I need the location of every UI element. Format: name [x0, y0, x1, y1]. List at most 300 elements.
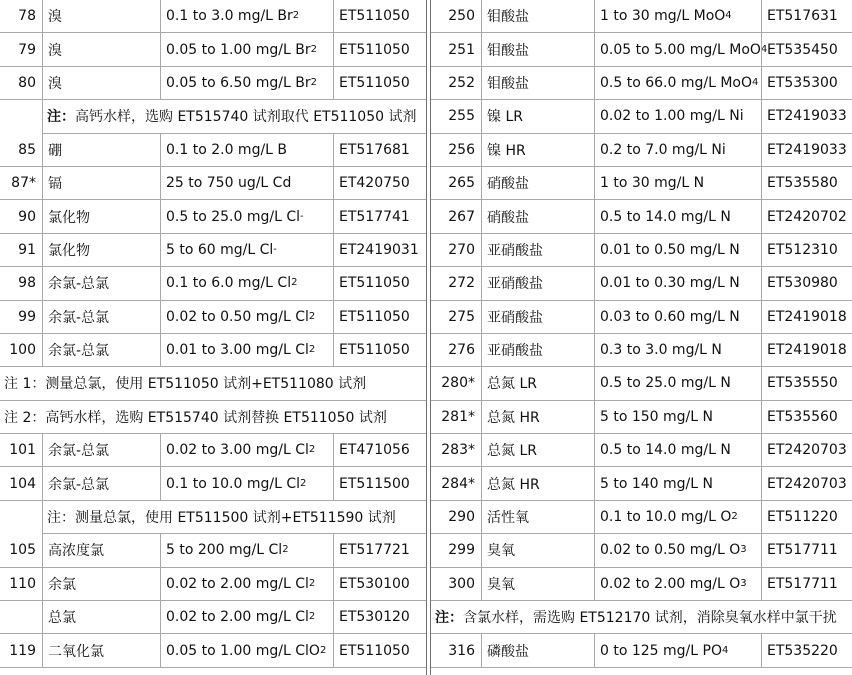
item-number-text: 265: [448, 175, 475, 192]
item-number-text: 252: [448, 74, 475, 91]
measure-range: [594, 200, 761, 233]
parameter-text: 总氮 LR: [487, 443, 537, 460]
measure-range: [594, 100, 761, 133]
reagent-code-text: ET511220: [767, 509, 838, 526]
table-row: [0, 301, 426, 334]
parameter-text: 钼酸盐: [487, 75, 529, 92]
reagent-code: [333, 134, 426, 167]
parameter-name: [481, 0, 594, 33]
parameter-name: [42, 568, 160, 601]
parameter-text: 硝酸盐: [487, 176, 529, 193]
measure-range: 0.02 to 0.50 mg/L Cl 2: [160, 301, 333, 334]
reagent-code-text: ET2419018: [767, 308, 847, 325]
reagent-code: [761, 367, 852, 400]
item-number-text: 119: [9, 642, 36, 659]
range-text: 0.02 to 0.50 mg/L O: [600, 542, 741, 559]
item-number-text: 267: [448, 208, 475, 225]
parameter-name: [42, 534, 160, 567]
measure-range: 0.1 to 6.0 mg/L Cl 2: [160, 267, 333, 300]
item-number: [431, 334, 481, 367]
parameter-name: [481, 467, 594, 500]
parameter-text: 臭氧: [487, 576, 515, 593]
table-row: [0, 134, 426, 167]
parameter-name: [42, 33, 160, 66]
item-number-text: 101: [9, 442, 36, 459]
item-number: [0, 267, 42, 300]
table-row: [431, 301, 852, 334]
table-row: [431, 367, 852, 400]
parameter-text: 活性氧: [487, 510, 529, 527]
measure-range: 0.1 to 3.0 mg/L Br 2: [160, 0, 333, 33]
reagent-code-text: ET530120: [339, 609, 410, 626]
item-number-text: 79: [18, 41, 36, 58]
item-number-text: 275: [448, 308, 475, 325]
measure-range: 0.02 to 2.00 mg/L O 3: [594, 568, 761, 601]
item-number: [0, 167, 42, 200]
parameter-text: 镍 LR: [487, 109, 523, 126]
item-number: [431, 401, 481, 434]
left-table: [0, 0, 426, 668]
reagent-code-text: ET517681: [339, 141, 410, 158]
measure-range: 0.02 to 0.50 mg/L O 3: [594, 534, 761, 567]
reagent-code-text: ET535450: [767, 41, 838, 58]
parameter-text: 亚硝酸盐: [487, 309, 543, 326]
range-text: 5 to 60 mg/L Cl: [166, 241, 274, 258]
range-text: 0.01 to 3.00 mg/L Cl: [166, 342, 309, 359]
parameter-name: [42, 67, 160, 100]
measure-range: 0.01 to 3.00 mg/L Cl 2: [160, 334, 333, 367]
measure-range: [594, 234, 761, 267]
item-number: [431, 301, 481, 334]
table-row: [0, 334, 426, 367]
item-number: [431, 100, 481, 133]
reagent-code-text: ET2419033: [767, 141, 847, 158]
parameter-text: 余氯: [48, 576, 76, 593]
parameter-text: 氯化物: [48, 209, 90, 226]
table-row: [0, 200, 426, 233]
range-text: 0.05 to 6.50 mg/L Br: [166, 74, 311, 91]
parameter-name: [481, 67, 594, 100]
parameter-text: 溴: [48, 75, 62, 92]
reagent-code: [761, 568, 852, 601]
parameter-text: 总氯: [48, 610, 76, 627]
measure-range: [160, 134, 333, 167]
measure-range: 0.05 to 1.00 mg/L ClO 2: [160, 634, 333, 667]
range-text: 0.05 to 5.00 mg/L MoO: [600, 41, 761, 58]
table-row: [0, 0, 426, 33]
table-row: [431, 67, 852, 100]
range-text: 5 to 200 mg/L Cl: [166, 542, 283, 559]
item-number-text: 284*: [441, 475, 475, 492]
note-text: 含氯水样，需选购 ET512170 试剂，消除臭氧水样中氯干扰: [463, 610, 837, 627]
parameter-text: 余氯-总氯: [48, 343, 110, 360]
measure-range: 5 to 60 mg/L Cl -: [160, 234, 333, 267]
parameter-name: [42, 334, 160, 367]
range-text: 0.1 to 2.0 mg/L B: [166, 141, 288, 158]
parameter-name: [42, 200, 160, 233]
reagent-code-text: ET530100: [339, 575, 410, 592]
table-row: [0, 67, 426, 100]
item-number: [0, 33, 42, 66]
reagent-code: [761, 200, 852, 233]
note-cell: [42, 100, 426, 133]
table-row: [431, 200, 852, 233]
table-row: [431, 0, 852, 33]
reagent-code: [333, 0, 426, 33]
item-number-text: 270: [448, 241, 475, 258]
item-number-text: 290: [448, 509, 475, 526]
reagent-code-text: ET2419018: [767, 342, 847, 359]
measure-range: 0.02 to 3.00 mg/L Cl 2: [160, 434, 333, 467]
reagent-code: [333, 534, 426, 567]
measure-range: [594, 301, 761, 334]
reagent-code: [761, 467, 852, 500]
measure-range: 5 to 200 mg/L Cl 2: [160, 534, 333, 567]
item-number-text: 99: [18, 308, 36, 325]
parameter-name: [42, 467, 160, 500]
parameter-name: [481, 100, 594, 133]
parameter-name: [481, 200, 594, 233]
reagent-code: [761, 301, 852, 334]
item-number: [431, 467, 481, 500]
item-number: [0, 134, 42, 167]
parameter-name: [481, 267, 594, 300]
measure-range: 0.1 to 10.0 mg/L O 2: [594, 501, 761, 534]
table-row: [431, 234, 852, 267]
reagent-code: [333, 601, 426, 634]
parameter-name: [42, 134, 160, 167]
item-number-text: 272: [448, 275, 475, 292]
reagent-code: [333, 434, 426, 467]
range-text: 0.2 to 7.0 mg/L Ni: [600, 141, 726, 158]
note-cell: [0, 401, 426, 434]
table-row: [0, 267, 426, 300]
reagent-code-text: ET535580: [767, 175, 838, 192]
parameter-name: [481, 401, 594, 434]
range-text: 0.01 to 0.50 mg/L N: [600, 241, 740, 258]
parameter-name: [481, 568, 594, 601]
item-number: [0, 334, 42, 367]
reagent-code-text: ET517711: [767, 542, 838, 559]
note-text: 注 1：测量总氯，使用 ET511050 试剂+ET511080 试剂: [4, 376, 367, 393]
reagent-code-text: ET512310: [767, 241, 838, 258]
parameter-text: 钼酸盐: [487, 42, 529, 59]
reagent-code: [333, 634, 426, 667]
reagent-code-text: ET2420702: [767, 208, 847, 225]
reagent-code: [333, 200, 426, 233]
measure-range: [594, 267, 761, 300]
range-text: 0.1 to 6.0 mg/L Cl: [166, 275, 292, 292]
item-number-text: 251: [448, 41, 475, 58]
reagent-code: [761, 33, 852, 66]
table-row: [431, 167, 852, 200]
reagent-code-text: ET517741: [339, 208, 410, 225]
measure-range: [594, 367, 761, 400]
parameter-text: 高浓度氯: [48, 543, 104, 560]
reagent-code: [761, 267, 852, 300]
range-text: 0.02 to 2.00 mg/L Cl: [166, 609, 309, 626]
measure-range: [594, 467, 761, 500]
note-text: 注：测量总氯，使用 ET511500 试剂+ET511590 试剂: [47, 510, 396, 527]
reagent-code: [761, 234, 852, 267]
range-text: 0.05 to 1.00 mg/L Br: [166, 41, 311, 58]
parameter-name: [42, 0, 160, 33]
measure-range: [594, 134, 761, 167]
note-row: [0, 367, 426, 400]
reagent-code: [761, 100, 852, 133]
note-text: 注 2：高钙水样，选购 ET515740 试剂替换 ET511050 试剂: [4, 409, 387, 426]
range-text: 0.3 to 3.0 mg/L N: [600, 342, 722, 359]
table-row: [0, 634, 426, 667]
item-number: [0, 634, 42, 667]
range-text: 0.01 to 0.30 mg/L N: [600, 275, 740, 292]
range-text: 5 to 150 mg/L N: [600, 408, 713, 425]
measure-range: [594, 434, 761, 467]
range-text: 0.5 to 25.0 mg/L N: [600, 375, 731, 392]
parameter-text: 亚硝酸盐: [487, 343, 543, 360]
parameter-name: [481, 134, 594, 167]
item-number-text: 98: [18, 275, 36, 292]
range-text: 0.5 to 66.0 mg/L MoO: [600, 74, 752, 91]
item-number: [0, 434, 42, 467]
item-number-text: 283*: [441, 442, 475, 459]
item-number: [431, 167, 481, 200]
reagent-code-text: ET2420703: [767, 475, 847, 492]
item-number-text: 276: [448, 342, 475, 359]
measure-range: 0.05 to 6.50 mg/L Br 2: [160, 67, 333, 100]
parameter-text: 二氧化氯: [48, 643, 104, 660]
parameter-text: 硼: [48, 142, 62, 159]
reagent-code: [761, 534, 852, 567]
item-number-text: 299: [448, 542, 475, 559]
range-text: 0.02 to 2.00 mg/L Cl: [166, 575, 309, 592]
reagent-code: [761, 67, 852, 100]
reagent-code: [761, 501, 852, 534]
range-text: 0 to 125 mg/L PO: [600, 642, 722, 659]
parameter-text: 亚硝酸盐: [487, 242, 543, 259]
table-row: [0, 234, 426, 267]
range-text: 0.5 to 14.0 mg/L N: [600, 442, 731, 459]
parameter-name: [481, 301, 594, 334]
parameter-text: 臭氧: [487, 543, 515, 560]
reagent-code-text: ET2419031: [339, 241, 419, 258]
parameter-name: [481, 33, 594, 66]
parameter-name: [42, 301, 160, 334]
table-row: [431, 33, 852, 66]
right-table: [431, 0, 852, 668]
parameter-name: [481, 367, 594, 400]
item-number-text: 316: [448, 642, 475, 659]
item-number-text: 280*: [441, 375, 475, 392]
item-number-text: 90: [18, 208, 36, 225]
note-row: [0, 501, 426, 534]
item-number: [431, 33, 481, 66]
parameter-name: [42, 267, 160, 300]
table-row: [431, 267, 852, 300]
parameter-text: 镉: [48, 176, 62, 193]
measure-range: [594, 334, 761, 367]
item-number-text: 256: [448, 141, 475, 158]
reagent-code: [761, 167, 852, 200]
item-number: [0, 601, 42, 634]
parameter-text: 磷酸盐: [487, 643, 529, 660]
measure-range: [594, 401, 761, 434]
range-text: 0.03 to 0.60 mg/L N: [600, 308, 740, 325]
range-text: 1 to 30 mg/L MoO: [600, 8, 726, 25]
table-row: [0, 534, 426, 567]
item-number: [0, 200, 42, 233]
reagent-code-text: ET511050: [339, 308, 410, 325]
reagent-code-text: ET517721: [339, 542, 410, 559]
parameter-text: 余氯-总氯: [48, 443, 110, 460]
item-number-text: 78: [18, 8, 36, 25]
parameter-text: 余氯-总氯: [48, 476, 110, 493]
parameter-name: [42, 234, 160, 267]
reagent-code-text: ET530980: [767, 275, 838, 292]
item-number: [431, 568, 481, 601]
table-row: [0, 601, 426, 634]
reagent-code: [761, 334, 852, 367]
item-number: [0, 234, 42, 267]
reagent-code-text: ET2419033: [767, 108, 847, 125]
item-number: [431, 501, 481, 534]
item-number: [0, 301, 42, 334]
reagent-code-text: ET471056: [339, 442, 410, 459]
parameter-text: 镍 HR: [487, 142, 526, 159]
item-number-text: 104: [9, 475, 36, 492]
table-row: [0, 434, 426, 467]
measure-range: 0.05 to 5.00 mg/L MoO 4: [594, 33, 761, 66]
item-number-text: 300: [448, 575, 475, 592]
measure-range: [160, 167, 333, 200]
item-number: [0, 467, 42, 500]
range-text: 0.1 to 3.0 mg/L Br: [166, 8, 293, 25]
item-number: [431, 234, 481, 267]
item-number-text: 105: [9, 542, 36, 559]
reagent-code-text: ET2420703: [767, 442, 847, 459]
note-cell: [431, 601, 852, 634]
range-text: 0.05 to 1.00 mg/L ClO: [166, 642, 320, 659]
item-number: [431, 634, 481, 667]
parameter-text: 余氯-总氯: [48, 276, 110, 293]
range-text: 0.1 to 10.0 mg/L O: [600, 509, 732, 526]
table-row: [431, 334, 852, 367]
parameter-text: 总氮 LR: [487, 376, 537, 393]
item-number-text: 85: [18, 141, 36, 158]
measure-range: 0.5 to 25.0 mg/L Cl -: [160, 200, 333, 233]
item-number: [431, 367, 481, 400]
parameter-name: [481, 634, 594, 667]
reagent-code: [761, 401, 852, 434]
table-row: [431, 634, 852, 667]
item-number-text: 110: [9, 575, 36, 592]
item-number-text: 87*: [11, 175, 36, 192]
item-number: [431, 134, 481, 167]
parameter-text: 溴: [48, 42, 62, 59]
table-row: [431, 134, 852, 167]
note-cell: [42, 501, 426, 534]
range-text: 0.02 to 2.00 mg/L O: [600, 575, 741, 592]
parameter-text: 钼酸盐: [487, 9, 529, 26]
reagent-code: [761, 134, 852, 167]
note-row: [0, 401, 426, 434]
item-number: [431, 200, 481, 233]
parameter-name: [481, 501, 594, 534]
reagent-code: [333, 67, 426, 100]
range-text: 5 to 140 mg/L N: [600, 475, 713, 492]
item-number-text: 100: [9, 342, 36, 359]
reagent-code-text: ET511050: [339, 342, 410, 359]
reagent-code-text: ET535550: [767, 375, 838, 392]
item-number-text: 255: [448, 108, 475, 125]
parameter-name: [481, 234, 594, 267]
parameter-name: [481, 534, 594, 567]
parameter-text: 总氮 HR: [487, 409, 540, 426]
parameter-name: [481, 334, 594, 367]
reagent-code-text: ET511050: [339, 74, 410, 91]
reagent-code-text: ET420750: [339, 175, 410, 192]
reagent-code-text: ET535220: [767, 642, 838, 659]
measure-range: [594, 167, 761, 200]
reagent-code-text: ET511050: [339, 41, 410, 58]
measure-range: 1 to 30 mg/L MoO 4: [594, 0, 761, 33]
item-number: [431, 0, 481, 33]
item-number-text: 91: [18, 241, 36, 258]
range-text: 0.02 to 1.00 mg/L Ni: [600, 108, 744, 125]
reagent-code: [333, 234, 426, 267]
measure-range: 0.1 to 10.0 mg/L Cl 2: [160, 467, 333, 500]
range-text: 1 to 30 mg/L N: [600, 175, 705, 192]
item-number: [0, 0, 42, 33]
measure-range: 0.5 to 66.0 mg/L MoO 4: [594, 67, 761, 100]
reagent-code-text: ET517711: [767, 575, 838, 592]
parameter-text: 总氮 HR: [487, 476, 540, 493]
range-text: 0.5 to 25.0 mg/L Cl: [166, 208, 300, 225]
table-row: [431, 100, 852, 133]
item-number: [431, 434, 481, 467]
note-text: 高钙水样，选购 ET515740 试剂取代 ET511050 试剂: [75, 109, 417, 126]
parameter-text: 硝酸盐: [487, 209, 529, 226]
reagent-code-text: ET511050: [339, 642, 410, 659]
reagent-code: [333, 267, 426, 300]
reagent-code: [333, 334, 426, 367]
item-number-text: 281*: [441, 408, 475, 425]
reagent-code: [761, 434, 852, 467]
measure-range: 0 to 125 mg/L PO 4: [594, 634, 761, 667]
parameter-name: [42, 167, 160, 200]
table-row: [431, 534, 852, 567]
parameter-text: 亚硝酸盐: [487, 276, 543, 293]
reagent-code: [761, 634, 852, 667]
reagent-code: [333, 568, 426, 601]
table-row: [0, 568, 426, 601]
parameter-name: [42, 634, 160, 667]
reagent-code-text: ET535300: [767, 74, 838, 91]
table-row: [431, 568, 852, 601]
item-number-text: 250: [448, 8, 475, 25]
parameter-name: [481, 434, 594, 467]
note-row: [0, 100, 426, 133]
reagent-code-text: ET535560: [767, 408, 838, 425]
measure-range: 0.05 to 1.00 mg/L Br 2: [160, 33, 333, 66]
note-cell: [0, 367, 426, 400]
table-row: [431, 434, 852, 467]
reagent-code: [333, 33, 426, 66]
item-number: [431, 67, 481, 100]
range-text: 25 to 750 ug/L Cd: [166, 175, 292, 192]
table-row: [0, 167, 426, 200]
table-row: [431, 501, 852, 534]
